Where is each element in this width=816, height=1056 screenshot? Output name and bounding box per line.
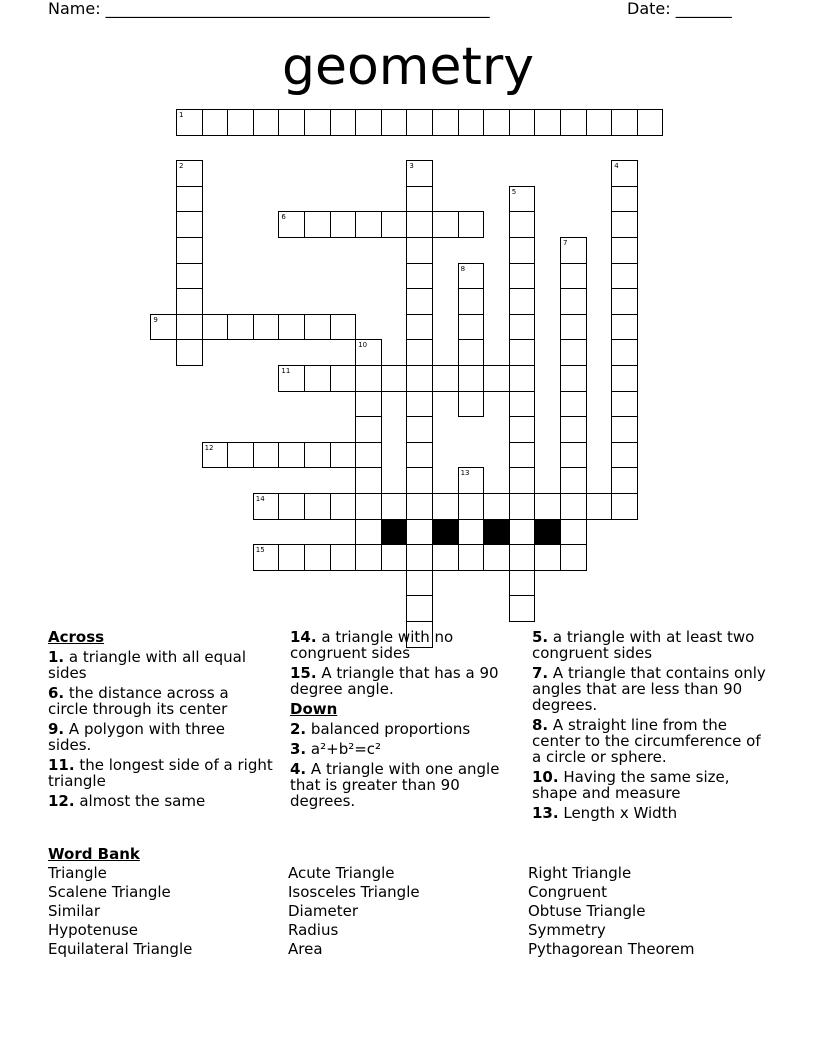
crossword-cell[interactable] [406, 493, 433, 520]
clue-number-label: 13. [532, 804, 559, 822]
word-bank-item: Right Triangle [528, 864, 632, 882]
crossword-cell[interactable] [202, 442, 229, 469]
crossword-cell[interactable] [176, 186, 203, 213]
crossword-cell[interactable] [176, 211, 203, 238]
crossword-cell[interactable] [355, 416, 382, 443]
clue-text: balanced proportions [310, 720, 471, 738]
crossword-cell[interactable] [355, 544, 382, 571]
crossword-cell[interactable] [560, 288, 587, 315]
crossword-cell[interactable] [611, 339, 638, 366]
crossword-cell[interactable] [381, 365, 408, 392]
crossword-cell[interactable] [176, 314, 203, 341]
crossword-cell[interactable] [611, 365, 638, 392]
clue-number-label: 6. [48, 684, 65, 702]
crossword-cell[interactable] [509, 391, 536, 418]
crossword-cell[interactable] [176, 160, 203, 187]
crossword-cell[interactable] [560, 314, 587, 341]
crossword-cell[interactable] [176, 263, 203, 290]
crossword-cell[interactable] [509, 519, 536, 546]
crossword-cell[interactable] [253, 544, 280, 571]
crossword-cell[interactable] [432, 544, 459, 571]
crossword-cell[interactable] [253, 314, 280, 341]
crossword-cell[interactable] [560, 263, 587, 290]
crossword-cell[interactable] [355, 391, 382, 418]
clue-number-label: 7. [532, 664, 549, 682]
clue-number-label: 4. [290, 760, 307, 778]
crossword-cell[interactable] [458, 109, 485, 136]
crossword-cell[interactable] [176, 339, 203, 366]
clue [290, 665, 510, 697]
word-bank-column-2 [288, 864, 420, 959]
crossword-cell[interactable] [458, 493, 485, 520]
crossword-cell[interactable] [509, 493, 536, 520]
crossword-cell[interactable] [611, 211, 638, 238]
crossword-cell[interactable] [611, 288, 638, 315]
crossword-cell[interactable] [330, 211, 357, 238]
crossword-cell[interactable] [278, 365, 305, 392]
clue-number-label: 5. [532, 628, 549, 646]
clue-number: 13 [460, 469, 470, 478]
crossword-block [432, 519, 459, 546]
crossword-cell[interactable] [586, 493, 613, 520]
clue-text: A triangle with one angle that is greater than 90 degrees. [290, 760, 500, 810]
crossword-cell[interactable] [432, 365, 459, 392]
word-bank-item: Equilateral Triangle [48, 940, 193, 958]
crossword-cell[interactable] [406, 339, 433, 366]
crossword-cell[interactable] [432, 109, 459, 136]
clue-number-label: 15. [290, 664, 317, 682]
crossword-cell[interactable] [534, 109, 561, 136]
crossword-cell[interactable] [509, 365, 536, 392]
crossword-cell[interactable] [355, 339, 382, 366]
word-bank-item: Symmetry [528, 921, 606, 939]
clue-text: a²+b²=c² [310, 740, 382, 758]
clue-number-label: 1. [48, 648, 65, 666]
crossword-cell[interactable] [406, 467, 433, 494]
crossword-cell[interactable] [483, 109, 510, 136]
crossword-cell[interactable] [406, 570, 433, 597]
word-bank-item: Isosceles Triangle [288, 883, 420, 901]
crossword-cell[interactable] [381, 544, 408, 571]
crossword-cell[interactable] [560, 493, 587, 520]
crossword-cell[interactable] [560, 416, 587, 443]
crossword-cell[interactable] [611, 416, 638, 443]
word-bank-column-3 [528, 864, 695, 959]
crossword-cell[interactable] [509, 416, 536, 443]
crossword-cell[interactable] [458, 211, 485, 238]
crossword-cell[interactable] [227, 442, 254, 469]
crossword-cell[interactable] [586, 109, 613, 136]
clue-number-label: 14. [290, 628, 317, 646]
clue [290, 721, 510, 737]
crossword-cell[interactable] [381, 109, 408, 136]
crossword-cell[interactable] [150, 314, 177, 341]
clue-number: 2 [179, 162, 184, 171]
crossword-cell[interactable] [611, 237, 638, 264]
crossword-cell[interactable] [176, 237, 203, 264]
crossword-cell[interactable] [355, 442, 382, 469]
clue-text: a triangle with no congruent sides [290, 628, 454, 662]
crossword-cell[interactable] [278, 442, 305, 469]
crossword-cell[interactable] [509, 237, 536, 264]
crossword-cell[interactable] [611, 160, 638, 187]
crossword-cell[interactable] [355, 211, 382, 238]
crossword-cell[interactable] [406, 211, 433, 238]
crossword-cell[interactable] [560, 365, 587, 392]
crossword-cell[interactable] [406, 519, 433, 546]
clue-text: a triangle with at least two congruent sides [532, 628, 755, 662]
crossword-block [534, 519, 561, 546]
crossword-cell[interactable] [458, 339, 485, 366]
name-field-label: Name: ________________________________________________ [48, 0, 490, 18]
word-bank-item: Scalene Triangle [48, 883, 171, 901]
crossword-cell[interactable] [406, 263, 433, 290]
clue-text: A straight line from the center to the circumference of a circle or sphere. [532, 716, 761, 766]
crossword-cell[interactable] [278, 544, 305, 571]
crossword-cell[interactable] [406, 237, 433, 264]
crossword-cell[interactable] [560, 391, 587, 418]
clue [48, 721, 273, 753]
crossword-cell[interactable] [304, 314, 331, 341]
word-bank-item: Area [288, 940, 323, 958]
crossword-cell[interactable] [611, 493, 638, 520]
crossword-cell[interactable] [330, 544, 357, 571]
across-heading: Across [48, 628, 105, 646]
crossword-cell[interactable] [330, 442, 357, 469]
crossword-cell[interactable] [304, 211, 331, 238]
down-heading: Down [290, 700, 338, 718]
clue [290, 741, 510, 757]
word-bank-item: Triangle [48, 864, 107, 882]
crossword-cell[interactable] [406, 288, 433, 315]
clue [48, 793, 273, 809]
crossword-cell[interactable] [560, 544, 587, 571]
crossword-block [483, 519, 510, 546]
clue-number: 4 [614, 162, 619, 171]
crossword-cell[interactable] [406, 391, 433, 418]
clue-number: 6 [281, 213, 286, 222]
crossword-cell[interactable] [355, 493, 382, 520]
crossword-cell[interactable] [176, 288, 203, 315]
crossword-cell[interactable] [330, 314, 357, 341]
crossword-cell[interactable] [355, 365, 382, 392]
crossword-cell[interactable] [560, 109, 587, 136]
crossword-cell[interactable] [381, 493, 408, 520]
clue-number: 5 [511, 187, 517, 196]
crossword-cell[interactable] [355, 109, 382, 136]
crossword-cell[interactable] [509, 186, 536, 213]
clue-number: 3 [409, 162, 414, 171]
clue-number-label: 2. [290, 720, 307, 738]
crossword-cell[interactable] [611, 442, 638, 469]
crossword-cell[interactable] [611, 314, 638, 341]
clue [532, 629, 768, 661]
crossword-cell[interactable] [560, 467, 587, 494]
crossword-cell[interactable] [509, 288, 536, 315]
puzzle-title: geometry [281, 37, 534, 97]
crossword-cell[interactable] [458, 263, 485, 290]
crossword-cell[interactable] [253, 442, 280, 469]
clues-column-1 [48, 629, 273, 813]
clue-text: A polygon with three sides. [48, 720, 225, 754]
clue [290, 629, 510, 661]
word-bank-item: Diameter [288, 902, 359, 920]
clue-number-label: 12. [48, 792, 75, 810]
clue-number-label: 8. [532, 716, 549, 734]
clue-number: 12 [204, 443, 214, 452]
crossword-cell[interactable] [330, 109, 357, 136]
crossword-cell[interactable] [458, 519, 485, 546]
crossword-cell[interactable] [227, 314, 254, 341]
clue-text: Length x Width [563, 804, 678, 822]
crossword-cell[interactable] [304, 493, 331, 520]
crossword-cell[interactable] [432, 493, 459, 520]
date-field-label: Date: _______ [627, 0, 732, 18]
crossword-cell[interactable] [509, 314, 536, 341]
clue-number: 10 [358, 341, 368, 350]
clue-number: 8 [460, 264, 466, 273]
clue-text: the distance across a circle through its center [48, 684, 229, 718]
crossword-cell[interactable] [560, 237, 587, 264]
crossword-cell[interactable] [611, 186, 638, 213]
crossword-cell[interactable] [509, 570, 536, 597]
clue-number: 7 [563, 239, 568, 247]
clue [48, 757, 273, 789]
crossword-cell[interactable] [355, 467, 382, 494]
crossword-cell[interactable] [278, 109, 305, 136]
clue-text: almost the same [79, 792, 206, 810]
word-bank-item: Similar [48, 902, 100, 920]
crossword-cell[interactable] [202, 109, 229, 136]
clue [48, 649, 273, 681]
crossword-cell[interactable] [534, 493, 561, 520]
word-bank-item: Pythagorean Theorem [528, 940, 695, 958]
crossword-cell[interactable] [509, 339, 536, 366]
crossword-cell[interactable] [560, 339, 587, 366]
word-bank-item: Obtuse Triangle [528, 902, 646, 920]
crossword-cell[interactable] [611, 467, 638, 494]
crossword-cell[interactable] [458, 467, 485, 494]
clue-text: Having the same size, shape and measure [532, 768, 730, 802]
clue-number: 9 [153, 315, 158, 324]
crossword-cell[interactable] [406, 160, 433, 187]
crossword-cell[interactable] [330, 493, 357, 520]
crossword-cell[interactable] [253, 109, 280, 136]
crossword-cell[interactable] [278, 493, 305, 520]
crossword-cell[interactable] [611, 263, 638, 290]
word-bank-item: Congruent [528, 883, 607, 901]
crossword-cell[interactable] [458, 314, 485, 341]
word-bank-column-1 [48, 864, 192, 959]
crossword-cell[interactable] [458, 365, 485, 392]
crossword-cell[interactable] [355, 519, 382, 546]
crossword-cell[interactable] [509, 442, 536, 469]
crossword-cell[interactable] [304, 544, 331, 571]
crossword-cell[interactable] [406, 314, 433, 341]
clue-text: the longest side of a right triangle [48, 756, 273, 790]
crossword-cell[interactable] [202, 314, 229, 341]
crossword-cell[interactable] [406, 416, 433, 443]
crossword-cell[interactable] [381, 211, 408, 238]
clue [532, 717, 768, 765]
clue-number-label: 11. [48, 756, 75, 774]
crossword-cell[interactable] [509, 211, 536, 238]
clue-number-label: 10. [532, 768, 559, 786]
crossword-cell[interactable] [458, 391, 485, 418]
word-bank-item: Acute Triangle [288, 864, 395, 882]
crossword-cell[interactable] [611, 391, 638, 418]
crossword-cell[interactable] [483, 493, 510, 520]
crossword-cell[interactable] [227, 109, 254, 136]
clue [532, 769, 768, 801]
crossword-cell[interactable] [509, 109, 536, 136]
crossword-cell[interactable] [406, 595, 433, 622]
crossword-cell[interactable] [611, 109, 638, 136]
crossword-cell[interactable] [304, 442, 331, 469]
crossword-cell[interactable] [278, 314, 305, 341]
clue-text: a triangle with all equal sides [48, 648, 246, 682]
crossword-cell[interactable] [406, 365, 433, 392]
word-bank-item: Radius [288, 921, 339, 939]
crossword-cell[interactable] [176, 109, 203, 136]
crossword-cell[interactable] [509, 263, 536, 290]
crossword-cell[interactable] [406, 186, 433, 213]
crossword-cell[interactable] [534, 544, 561, 571]
crossword-cell[interactable] [330, 365, 357, 392]
word-bank-item: Hypotenuse [48, 921, 139, 939]
clue-text: A triangle that contains only angles that are less than 90 degrees. [532, 664, 766, 714]
crossword-cell[interactable] [253, 493, 280, 520]
crossword-cell[interactable] [560, 442, 587, 469]
clue-number: 11 [281, 367, 291, 375]
crossword-cell[interactable] [483, 365, 510, 392]
crossword-cell[interactable] [509, 595, 536, 622]
clue-number-label: 3. [290, 740, 307, 758]
crossword-cell[interactable] [483, 544, 510, 571]
clue-number: 15 [255, 546, 265, 555]
crossword-cell[interactable] [304, 109, 331, 136]
crossword-cell[interactable] [458, 288, 485, 315]
clues-column-3 [532, 629, 768, 825]
crossword-cell[interactable] [304, 365, 331, 392]
clue [48, 685, 273, 717]
clue-number-label: 9. [48, 720, 65, 738]
clue-number: 1 [179, 111, 184, 119]
crossword-cell[interactable] [406, 544, 433, 571]
clue-number: 14 [255, 495, 265, 503]
clues-column-2 [290, 629, 510, 813]
clue [290, 761, 510, 809]
crossword-cell[interactable] [637, 109, 664, 136]
crossword-cell[interactable] [406, 109, 433, 136]
crossword-cell[interactable] [278, 211, 305, 238]
crossword-block [381, 519, 408, 546]
crossword-cell[interactable] [458, 544, 485, 571]
crossword-cell[interactable] [432, 211, 459, 238]
clue [532, 805, 768, 821]
clue-text: A triangle that has a 90 degree angle. [290, 664, 499, 698]
crossword-cell[interactable] [560, 519, 587, 546]
crossword-cell[interactable] [509, 467, 536, 494]
word-bank-heading: Word Bank [48, 845, 140, 863]
clue [532, 665, 768, 713]
crossword-cell[interactable] [406, 442, 433, 469]
crossword-cell[interactable] [509, 544, 536, 571]
